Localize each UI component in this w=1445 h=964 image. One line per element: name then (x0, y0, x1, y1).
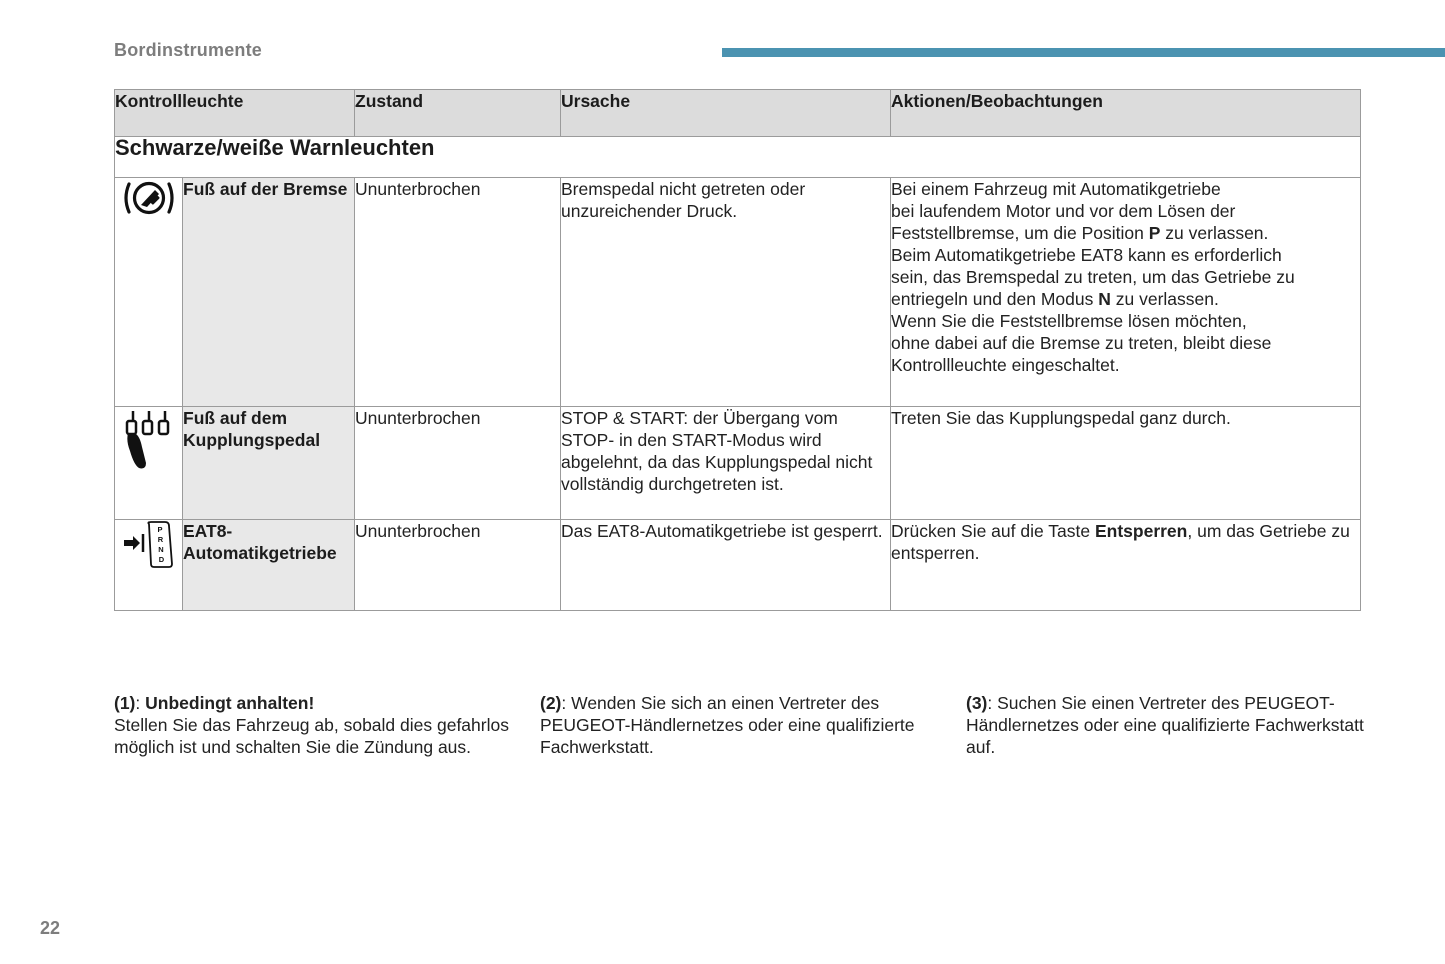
icon-cell (115, 407, 183, 520)
header-accent-bar (722, 48, 1445, 57)
svg-text:P: P (156, 525, 163, 534)
column-header-zustand: Zustand (355, 90, 561, 137)
table-row (115, 407, 1361, 520)
table-subheading-row (115, 137, 1361, 178)
state-cell: Ununterbrochen (355, 520, 561, 611)
warning-light-name: EAT8-Automatikgetriebe (183, 520, 355, 611)
gear-lever-unlock-icon (121, 520, 177, 570)
svg-text:N: N (157, 545, 164, 554)
foot-on-clutch-icon (122, 407, 176, 473)
cause-cell: Das EAT8-Automatikgetriebe ist gesperrt. (561, 520, 891, 611)
warning-light-name: Fuß auf dem Kupplungspedal (183, 407, 355, 520)
table-header-row (115, 90, 1361, 137)
foot-on-brake-icon (120, 178, 178, 218)
svg-text:D: D (158, 555, 164, 564)
column-header-ursache: Ursache (561, 90, 891, 137)
column-header-kontrollleuchte: Kontrollleuchte (115, 90, 355, 137)
state-cell: Ununterbrochen (355, 178, 561, 407)
cause-cell: STOP & START: der Übergang vom STOP- in den START-Modus wird abgelehnt, da das Kupplungspedal nicht vollständig durchgetreten ist. (561, 407, 891, 520)
warning-lights-table (114, 89, 1361, 611)
action-cell: Bei einem Fahrzeug mit Automatikgetriebe bei laufendem Motor und vor dem Lösen der Feststellbremse, um die Position P zu verlassen. Beim Automatikgetriebe EAT8 kann es erforderlich sein, das Bremspedal zu treten, um das Getriebe zu entriegeln und den Modus N zu verlassen. Wenn Sie die Feststellbremse lösen möchten, ohne dabei auf die Bremse zu treten, bleibt diese Kontrollleuchte eingeschaltet. (891, 178, 1361, 407)
action-cell: Treten Sie das Kupplungspedal ganz durch. (891, 407, 1361, 520)
footnote-1: (1): Unbedingt anhalten! Stellen Sie das Fahrzeug ab, sobald dies gefahrlos möglich ist und schalten Sie die Zündung aus. (114, 693, 509, 757)
section-title: Bordinstrumente (114, 40, 263, 60)
action-cell: Drücken Sie auf die Taste Entsperren, um das Getriebe zu entsperren. (891, 520, 1361, 611)
footnote-3: (3): Suchen Sie einen Vertreter des PEUGEOT-Händlernetzes oder eine qualifizierte Fachwerkstatt auf. (966, 693, 1364, 757)
table-row (115, 178, 1361, 407)
page-number: 22 (40, 918, 61, 938)
table-row (115, 520, 1361, 611)
cause-cell: Bremspedal nicht getreten oder unzureichender Druck. (561, 178, 891, 407)
icon-cell (115, 520, 183, 611)
table-subheading: Schwarze/weiße Warnleuchten (115, 137, 1361, 178)
icon-cell (115, 178, 183, 407)
warning-light-name: Fuß auf der Bremse (183, 178, 355, 407)
footnote-2: (2): Wenden Sie sich an einen Vertreter des PEUGEOT-Händlernetzes oder eine qualifizierte Fachwerkstatt. (540, 693, 915, 757)
svg-text:R: R (157, 535, 163, 544)
state-cell: Ununterbrochen (355, 407, 561, 520)
column-header-aktionen: Aktionen/Beobachtungen (891, 90, 1361, 137)
